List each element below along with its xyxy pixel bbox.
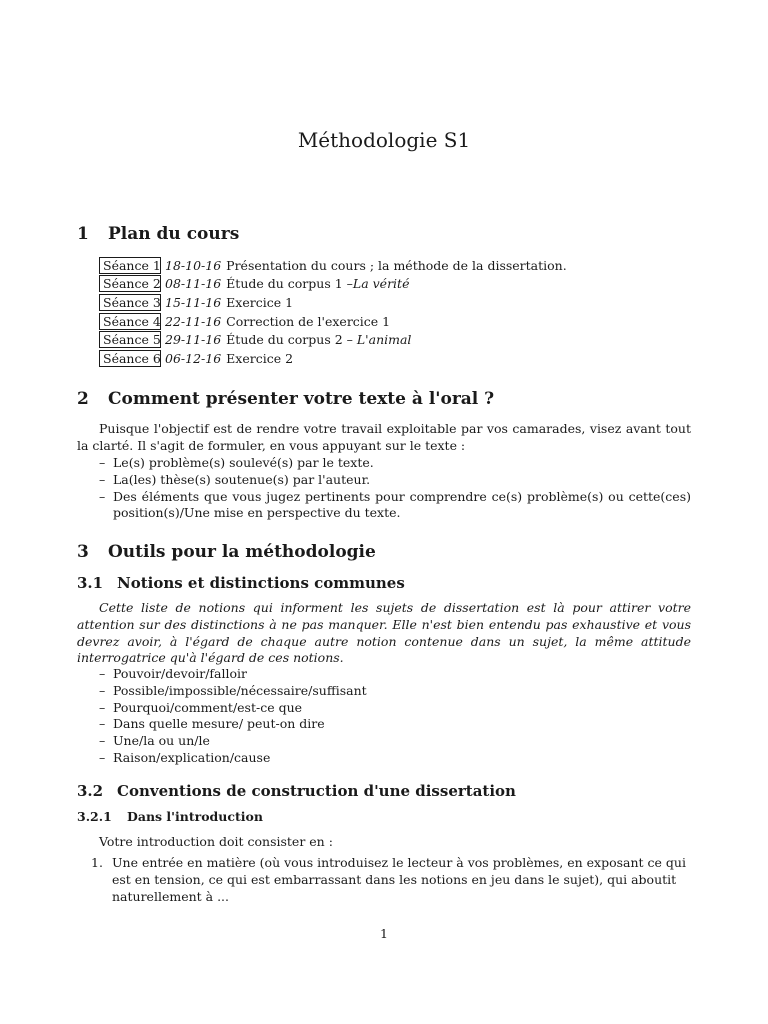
section-title: Comment présenter votre texte à l'oral ? — [108, 389, 495, 409]
session-row — [99, 312, 567, 331]
subsubsection-3-2-1-heading — [77, 809, 263, 824]
session-date: 29-11-16 — [165, 332, 222, 348]
session-date: 08-11-16 — [165, 276, 222, 292]
subsection-title: Notions et distinctions communes — [117, 574, 405, 592]
session-label: Séance 2 — [99, 275, 161, 292]
subsection-3-2-heading — [77, 782, 516, 800]
list-item: – Pouvoir/devoir/falloir — [99, 666, 247, 681]
section-2-paragraph: Puisque l'objectif est de rendre votre travail exploitable par vos camarades, visez avant tout la clarté. Il s'agit de formuler, en vous appuyant sur le texte : — [77, 421, 691, 453]
subsubsection-title: Dans l'introduction — [127, 809, 263, 824]
list-item-text: Dans quelle mesure/ peut-on dire — [113, 716, 325, 732]
section-number: 3 — [77, 542, 89, 562]
session-row — [99, 275, 567, 294]
introduction-enum-list — [91, 854, 691, 905]
list-item: – Pourquoi/comment/est-ce que — [99, 699, 303, 715]
list-item-text: Pourquoi/comment/est-ce que — [113, 699, 303, 715]
section-2-heading — [77, 389, 494, 409]
session-label: Séance 6 — [99, 350, 161, 367]
session-date: 15-11-16 — [165, 294, 222, 310]
session-label: Séance 5 — [99, 331, 161, 348]
section-title: Plan du cours — [108, 224, 240, 244]
list-item: – Dans quelle mesure/ peut-on dire — [99, 716, 325, 732]
enum-item-text: Une entrée en matière (où vous introduisez le lecteur à vos problèmes, en exposant ce qui est en tension, ce qui est embarrassant dans les notions en jeu dans le sujet), qui aboutit naturellement à ... — [112, 855, 686, 904]
session-topic: Étude du corpus 1 – — [226, 276, 353, 292]
list-item-text: La(les) thèse(s) soutenue(s) par l'auteur. — [113, 471, 371, 487]
section-3-heading — [77, 542, 376, 562]
introduction-paragraph: Votre introduction doit consister en : — [99, 834, 333, 849]
list-item-text: Une/la ou un/le — [113, 733, 210, 749]
session-row — [99, 330, 567, 349]
session-topic: Exercice 2 — [226, 350, 294, 366]
session-schedule — [99, 256, 567, 368]
session-topic-italic: La vérité — [352, 276, 410, 292]
session-row — [99, 349, 567, 368]
section-title: Outils pour la méthodologie — [108, 542, 376, 562]
session-label: Séance 3 — [99, 294, 161, 311]
session-topic: Étude du corpus 2 – — [226, 332, 353, 348]
list-item-text: Pouvoir/devoir/falloir — [113, 666, 247, 681]
session-topic-italic: L'animal — [356, 332, 412, 348]
list-item: – Raison/explication/cause — [99, 749, 271, 765]
list-item: – Des éléments que vous jugez pertinents pour comprendre ce(s) problème(s) ou cette(ces) position(s)/Une mise en perspective du texte. — [99, 488, 691, 521]
list-item-text: Le(s) problème(s) soulevé(s) par le texte. — [113, 455, 374, 470]
page-number: 1 — [380, 926, 388, 941]
list-item: – Possible/impossible/nécessaire/suffisant — [99, 682, 367, 698]
subsection-number: 3.1 — [77, 574, 104, 592]
session-row — [99, 256, 567, 275]
list-item: – Le(s) problème(s) soulevé(s) par le texte. — [99, 455, 374, 470]
enum-marker: 1. — [91, 855, 103, 870]
session-row — [99, 293, 567, 312]
session-topic: Correction de l'exercice 1 — [226, 313, 391, 329]
list-item-text: Possible/impossible/nécessaire/suffisant — [113, 682, 367, 698]
section-number: 2 — [77, 389, 89, 409]
subsection-title: Conventions de construction d'une dissertation — [117, 782, 516, 800]
session-topic: Exercice 1 — [226, 294, 294, 310]
list-item-text: Des éléments que vous jugez pertinents pour comprendre ce(s) problème(s) ou cette(ces) position(s)/Une mise en perspective du texte. — [113, 488, 691, 521]
section-1-heading — [77, 224, 239, 244]
session-date: 22-11-16 — [165, 313, 222, 329]
list-item: – Une/la ou un/le — [99, 733, 210, 749]
notions-list — [99, 666, 691, 767]
subsection-3-1-paragraph: Cette liste de notions qui informent les sujets de dissertation est là pour attirer votre attention sur des distinctions à ne pas manquer. Elle n'est bien entendu pas exhaustive et vous devrez avoir, à l'égard de chaque autre notion contenue dans un sujet, la même attitude interrogatrice qu'à l'égard de ces notions. — [77, 600, 691, 666]
session-date: 18-10-16 — [165, 257, 222, 273]
enum-item — [91, 854, 691, 905]
subsection-number: 3.2 — [77, 782, 104, 800]
session-label: Séance 1 — [99, 257, 161, 274]
session-topic: Présentation du cours ; la méthode de la dissertation. — [226, 257, 567, 273]
subsubsection-number: 3.2.1 — [77, 809, 112, 824]
subsection-3-1-heading — [77, 574, 405, 592]
list-item: – La(les) thèse(s) soutenue(s) par l'auteur. — [99, 471, 371, 487]
list-item-text: Raison/explication/cause — [113, 749, 271, 765]
session-date: 06-12-16 — [165, 350, 222, 366]
section-number: 1 — [77, 224, 89, 244]
document-title: Méthodologie S1 — [297, 128, 471, 152]
session-label: Séance 4 — [99, 313, 161, 330]
section-2-list — [99, 455, 691, 522]
